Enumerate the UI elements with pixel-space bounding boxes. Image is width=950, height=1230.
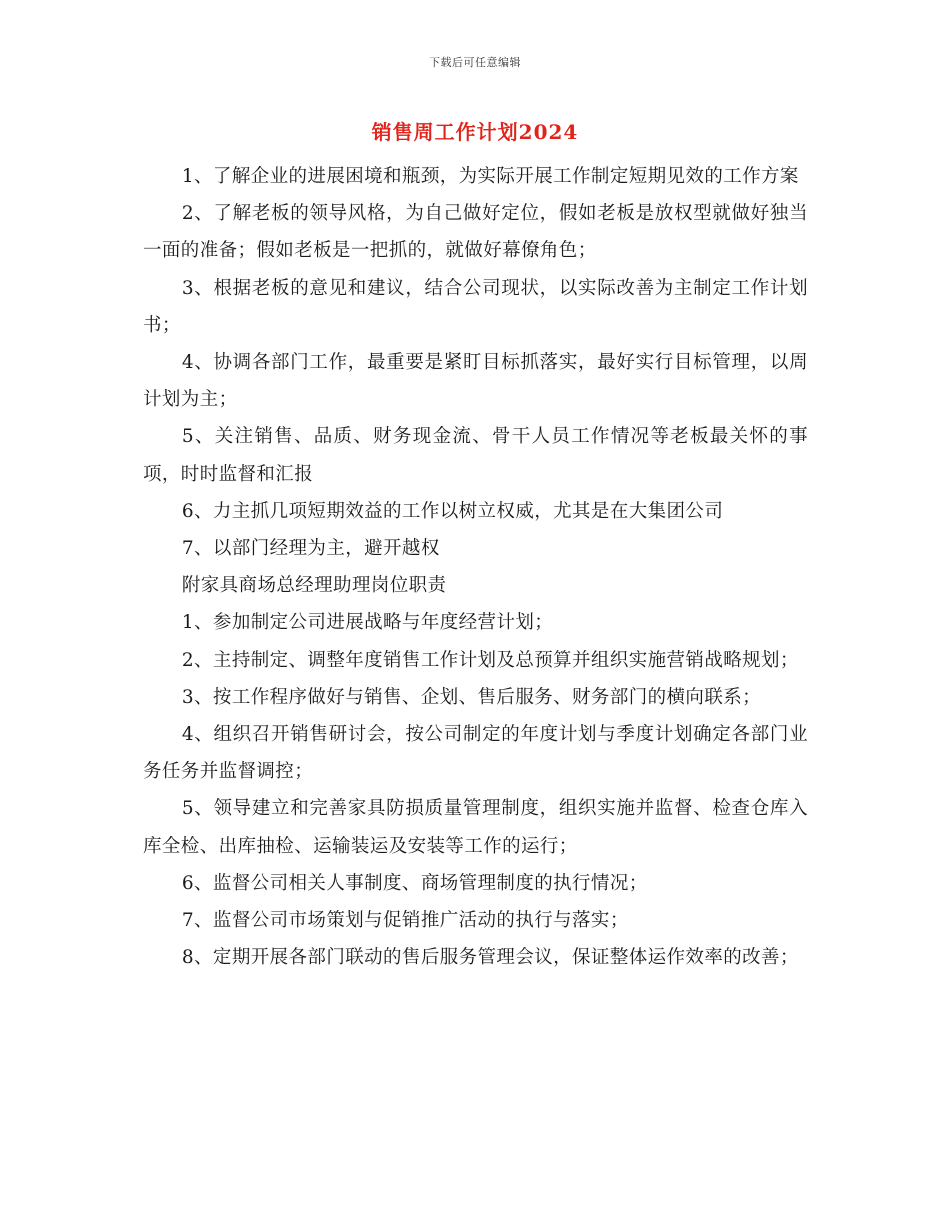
duty-5: 5、领导建立和完善家具防损质量管理制度，组织实施并监督、检查仓库入库全检、出库抽检、运输装运及安装等工作的运行； (143, 798, 808, 857)
duty-4: 4、组织召开销售研讨会，按公司制定的年度计划与季度计划确定各部门业务任务并监督调控； (143, 724, 808, 783)
document-title: 销售周工作计划2024 (371, 120, 579, 144)
paragraph-2: 2、了解老板的领导风格，为自己做好定位，假如老板是放权型就做好独当一面的准备；假如老板是一把抓的，就做好幕僚角色； (143, 203, 808, 262)
duty-1: 1、参加制定公司进展战略与年度经营计划； (181, 612, 554, 634)
paragraph-4: 4、协调各部门工作，最重要是紧盯目标抓落实，最好实行目标管理，以周计划为主； (143, 352, 808, 411)
paragraph-1: 1、了解企业的进展困境和瓶颈，为实际开展工作制定短期见效的工作方案 (181, 166, 799, 187)
duty-7: 7、监督公司市场策划与促销推广活动的执行与落实； (181, 910, 629, 932)
paragraph-6: 6、力主抓几项短期效益的工作以树立权威，尤其是在大集团公司 (181, 500, 724, 522)
appendix-heading: 附家具商场总经理助理岗位职责 (181, 575, 447, 597)
duty-6: 6、监督公司相关人事制度、商场管理制度的执行情况； (181, 872, 648, 894)
document-body (143, 158, 808, 976)
header-note: 下载后可任意编辑 (429, 56, 521, 69)
duty-3: 3、按工作程序做好与销售、企划、售后服务、财务部门的横向联系； (181, 686, 762, 708)
duty-8: 8、定期开展各部门联动的售后服务管理会议，保证整体运作效率的改善； (181, 947, 799, 969)
paragraph-3: 3、根据老板的意见和建议，结合公司现状，以实际改善为主制定工作计划书； (143, 277, 808, 336)
paragraph-7: 7、以部门经理为主，避开越权 (181, 538, 440, 560)
duty-2: 2、主持制定、调整年度销售工作计划及总预算并组织实施营销战略规划； (181, 649, 799, 671)
paragraph-5: 5、关注销售、品质、财务现金流、骨干人员工作情况等老板最关怀的事项，时时监督和汇报 (143, 426, 808, 485)
